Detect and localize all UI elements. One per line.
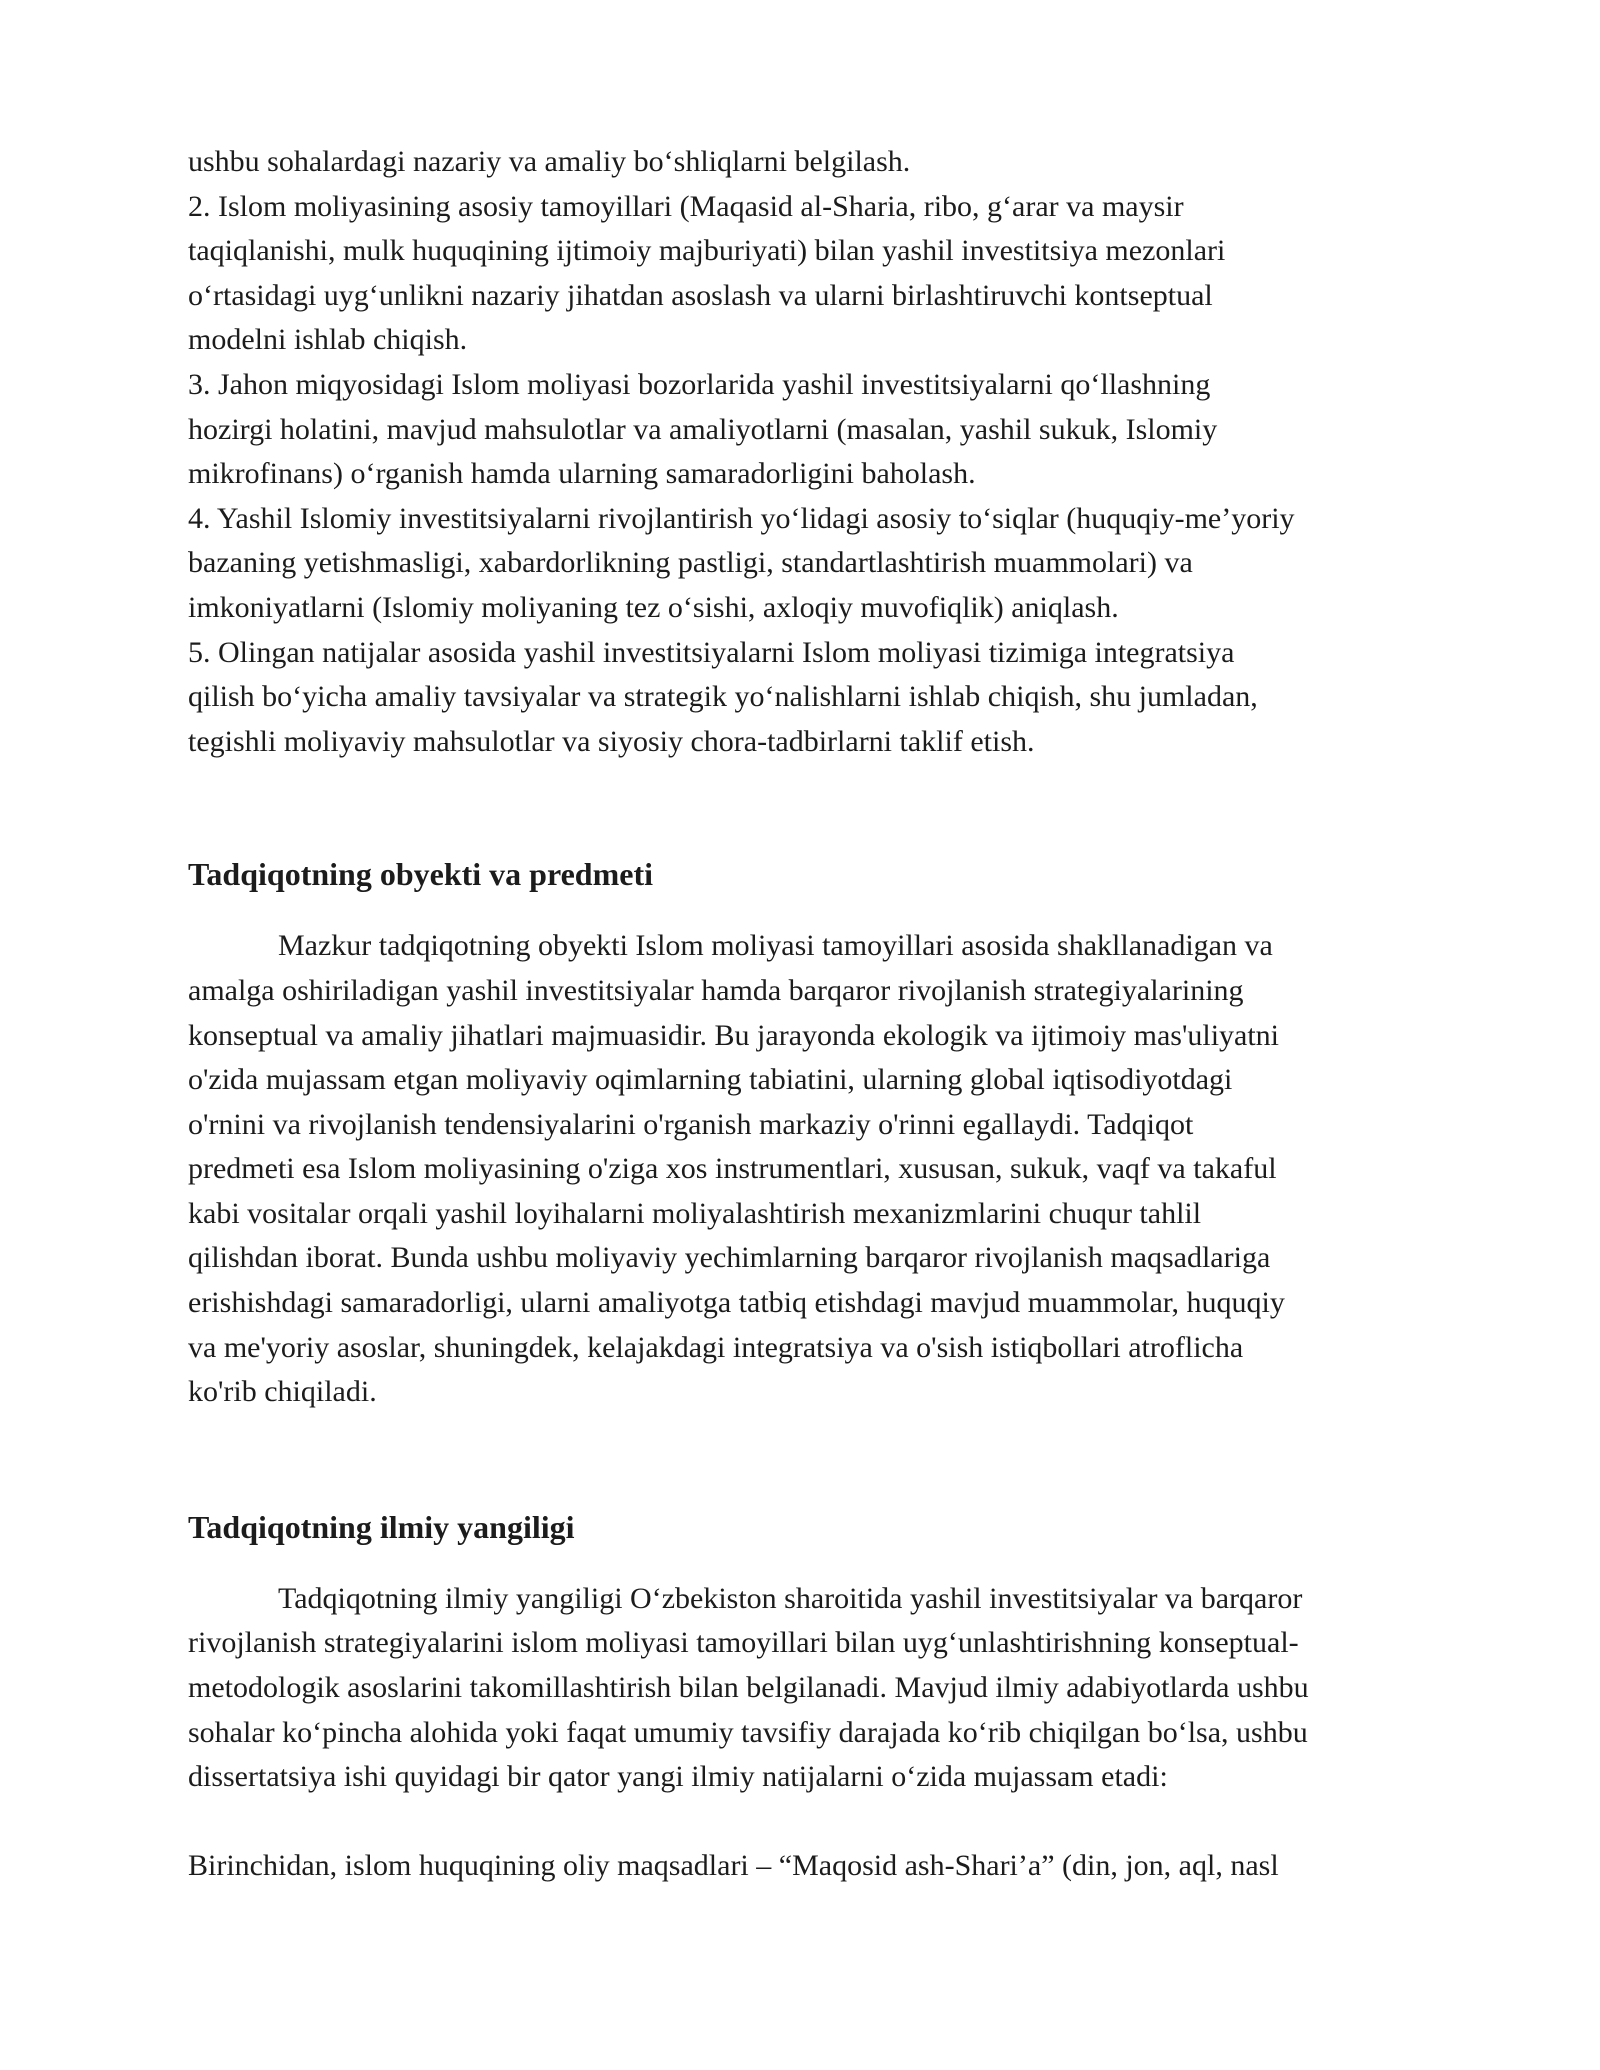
text-line: dissertatsiya ishi quyidagi bir qator yangi ilmiy natijalarni o‘zida mujassam etadi: <box>188 1760 1168 1794</box>
text-line: o'zida mujassam etgan moliyaviy oqimlarning tabiatini, ularning global iqtisodiyotdagi <box>188 1063 1233 1097</box>
objectives-list-continuation <box>188 140 1468 764</box>
section-heading-object: Tadqiqotning obyekti va predmeti <box>188 856 653 893</box>
text-line: o'rnini va rivojlanish tendensiyalarini o'rganish markaziy o'rinni egallaydi. Tadqiqot <box>188 1107 1194 1141</box>
text-line: mikrofinans) o‘rganish hamda ularning samaradorligini baholash. <box>188 457 976 491</box>
text-line: taqiqlanishi, mulk huquqining ijtimoiy majburiyati) bilan yashil investitsiya mezonlari <box>188 234 1226 268</box>
text-line: amalga oshiriladigan yashil investitsiyalar hamda barqaror rivojlanish strategiyalarining <box>188 973 1244 1007</box>
paragraph-object <box>188 924 1468 1415</box>
paragraph-novelty <box>188 1577 1468 1800</box>
spacer <box>188 1800 1468 1844</box>
text-line: va me'yoriy asoslar, shuningdek, kelajakdagi integratsiya va o'sish istiqbollari atroflicha <box>188 1330 1244 1364</box>
list-item-2: 2. Islom moliyasining asosiy tamoyillari (Maqasid al-Sharia, ribo, g‘arar va maysir <box>188 189 1184 223</box>
text-line: metodologik asoslarini takomillashtirish bilan belgilanadi. Mavjud ilmiy adabiyotlarda ushbu <box>188 1671 1309 1705</box>
text-line: konseptual va amaliy jihatlari majmuasidir. Bu jarayonda ekologik va ijtimoiy mas'uliyatni <box>188 1018 1280 1052</box>
spacer <box>188 896 1468 924</box>
document-page <box>188 140 1468 1888</box>
first-point-line: Birinchidan, islom huquqining oliy maqsadlari – “Maqosid ash-Shari’a” (din, jon, aql, nasl <box>188 1848 1279 1882</box>
text-line: tegishli moliyaviy mahsulotlar va siyosiy chora-tadbirlarni taklif etish. <box>188 724 1035 758</box>
text-line: ushbu sohalardagi nazariy va amaliy bo‘shliqlarni belgilash. <box>188 145 911 178</box>
paragraph-first-line: Tadqiqotning ilmiy yangiligi O‘zbekiston sharoitida yashil investitsiyalar va barqaror <box>278 1581 1303 1615</box>
text-line: modelni ishlab chiqish. <box>188 323 468 357</box>
spacer <box>188 1549 1468 1577</box>
text-line: hozirgi holatini, mavjud mahsulotlar va amaliyotlarni (masalan, yashil sukuk, Islomiy <box>188 412 1218 446</box>
text-line: sohalar ko‘pincha alohida yoki faqat umumiy tavsifiy darajada ko‘rib chiqilgan bo‘lsa, ushbu <box>188 1715 1308 1749</box>
spacer <box>188 764 1468 852</box>
list-item-3: 3. Jahon miqyosidagi Islom moliyasi bozorlarida yashil investitsiyalarni qo‘llashning <box>188 367 1211 401</box>
text-line: ko'rib chiqiladi. <box>188 1375 377 1409</box>
text-line: bazaning yetishmasligi, xabardorlikning pastligi, standartlashtirish muammolari) va <box>188 546 1193 580</box>
list-item-5: 5. Olingan natijalar asosida yashil investitsiyalarni Islom moliyasi tizimiga integratsiya <box>188 635 1235 669</box>
paragraph-first-line: Mazkur tadqiqotning obyekti Islom moliyasi tamoyillari asosida shakllanadigan va <box>278 929 1273 963</box>
spacer <box>188 1415 1468 1505</box>
text-line: kabi vositalar orqali yashil loyihalarni moliyalashtirish mexanizmlarini chuqur tahlil <box>188 1196 1202 1230</box>
text-line: imkoniyatlarni (Islomiy moliyaning tez o‘sishi, axloqiy muvofiqlik) aniqlash. <box>188 590 1119 624</box>
list-item-4: 4. Yashil Islomiy investitsiyalarni rivojlantirish yo‘lidagi asosiy to‘siqlar (huquqiy-me’yoriy <box>188 501 1295 535</box>
text-line: predmeti esa Islom moliyasining o'ziga xos instrumentlari, xususan, sukuk, vaqf va takaful <box>188 1152 1277 1186</box>
text-line: qilish bo‘yicha amaliy tavsiyalar va strategik yo‘nalishlarni ishlab chiqish, shu jumladan, <box>188 680 1258 714</box>
text-line: o‘rtasidagi uyg‘unlikni nazariy jihatdan asoslash va ularni birlashtiruvchi kontseptual <box>188 278 1213 312</box>
text-line: qilishdan iborat. Bunda ushbu moliyaviy yechimlarning barqaror rivojlanish maqsadlariga <box>188 1241 1271 1275</box>
text-line: erishishdagi samaradorligi, ularni amaliyotga tatbiq etishdagi mavjud muammolar, huquqiy <box>188 1286 1285 1320</box>
section-heading-novelty: Tadqiqotning ilmiy yangiligi <box>188 1508 575 1545</box>
text-line: rivojlanish strategiyalarini islom moliyasi tamoyillari bilan uyg‘unlashtirishning konseptual- <box>188 1626 1299 1660</box>
